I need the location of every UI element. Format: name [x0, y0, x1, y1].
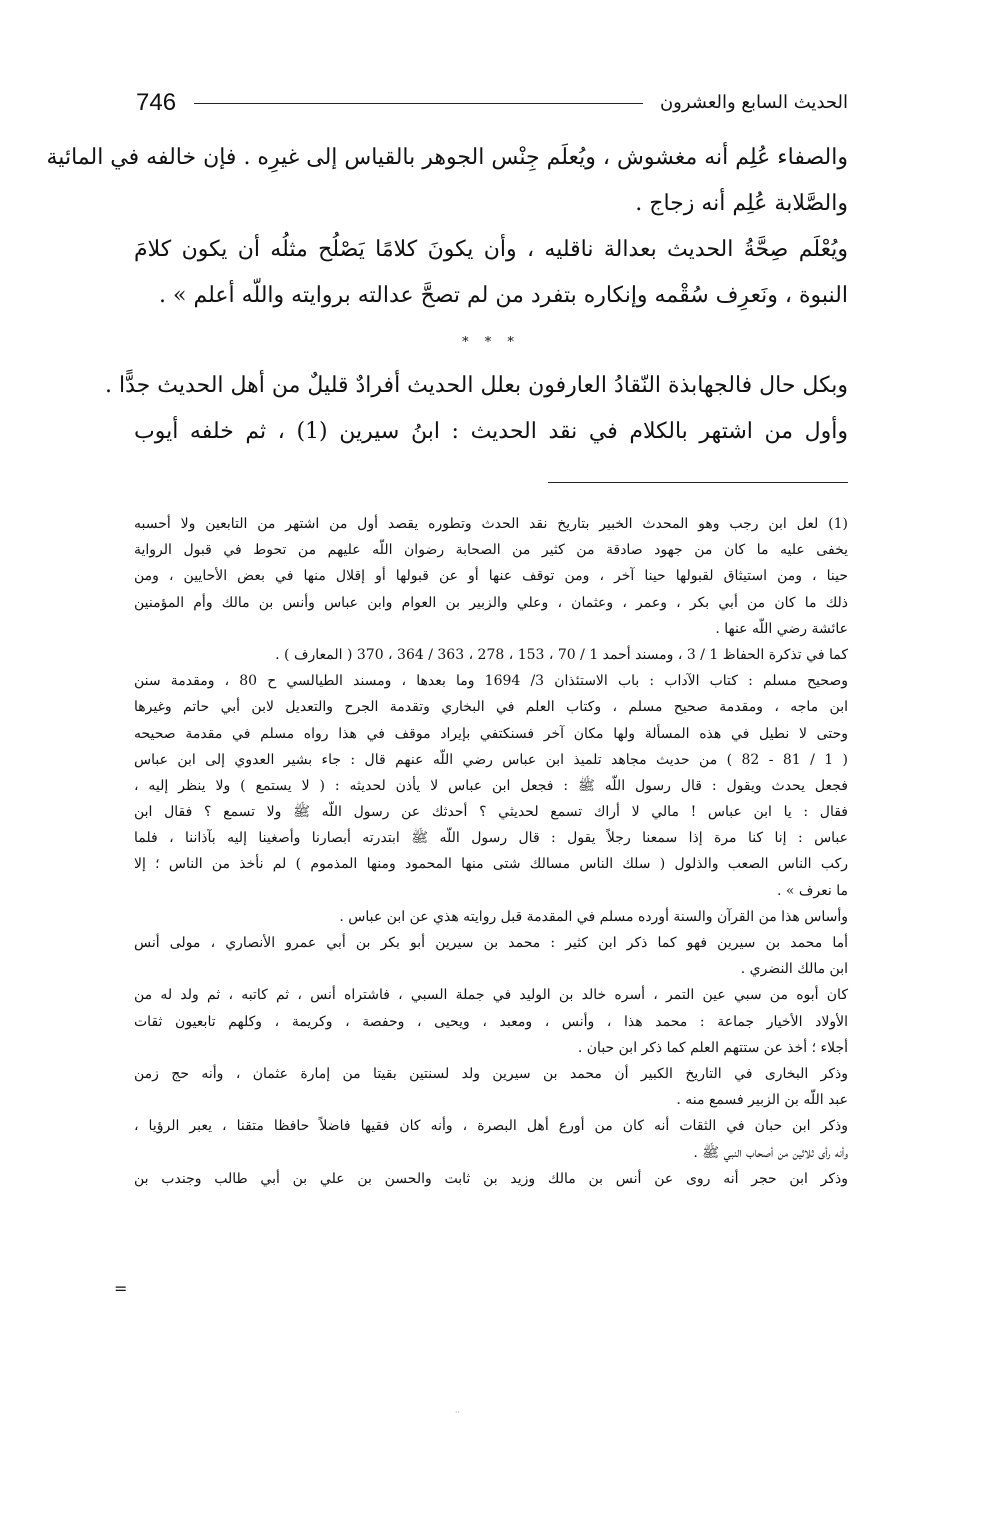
footnote-line: ابن ماجه ، ومقدمة صحيح مسلم ، وكتاب العلم في البخاري وتقدمة الجرح والتعديل لابن أبي حاتم وغيرها — [134, 699, 848, 716]
footnote-line: وأنه رأى ثلاثين من أصحاب النبي ﷺ . — [693, 1144, 848, 1161]
footnote-line: ركب الناس الصعب والذلول ( سلك الناس مسالك شتى منها المحمود ومنها المذموم ) لم نأخذ من الناس ؛ إلا — [134, 856, 848, 873]
footnote-line: ما نعرف » . — [776, 882, 848, 899]
header-rule — [194, 103, 643, 104]
footnote-line: فقال : يا ابن عباس ! مالي لا أراك تسمع لحديثي ؟ أحدثك عن رسول اللّه ﷺ ولا تسمع ؟ فقال ابن — [134, 804, 848, 821]
main-line: النبوة ، ونَعرِف سُقْمه وإنكاره بتفرد من لم تصحَّ عدالته بروايته واللّه أعلم » . — [159, 283, 848, 308]
footnote-line: وأساس هذا من القرآن والسنة أورده مسلم في المقدمة قبل روايته هذي عن ابن عباس . — [339, 908, 848, 925]
footnote-line: أجلاء ؛ أخذ عن ستتهم العلم كما ذكر ابن حبان . — [577, 1039, 848, 1056]
main-line: والصَّلابة عُلِم أنه زجاج . — [635, 191, 848, 216]
footnote-line: فجعل يحدث ويقول : قال رسول اللّه ﷺ : فجعل ابن عباس لا يأذن لحديثه : ( لا يستمع ) ولا ينظر إليه ، — [134, 777, 848, 794]
print-mark: ·· — [455, 1408, 461, 1417]
section-separator: * * * — [462, 335, 520, 350]
main-line: ويُعْلَم صِحَّةُ الحديث بعدالة ناقليه ، وأن يكونَ كلامًا يَصْلُح مثلُه أن يكون كلامَ — [134, 237, 848, 262]
footnote-line: ذلك ما كان من أبي بكر ، وعمر ، وعثمان ، وعلي والزبير بن العوام وابن عباس وأنس بن مالك وأم المؤمنين — [134, 594, 848, 611]
footnote-line: ( 1 / 81 - 82 ) من حديث مجاهد تلميذ ابن عباس رضي اللّه عنهم قال : جاء بشير العدوي إلى ابن عباس — [134, 751, 848, 768]
footnote-line: عائشة رضي اللّه عنها . — [715, 620, 848, 637]
running-title: الحديث السابع والعشرون — [659, 92, 848, 113]
main-text — [46, 140, 848, 460]
footnote-line: عباس : إنا كنا مرة إذا سمعنا رجلاً يقول : قال رسول اللّه ﷺ ابتدرته أبصارنا وأصغينا إليه بآذاننا ، فلما — [134, 830, 848, 847]
footnote-line: كان أبوه من سبي عين التمر ، أسره خالد بن الوليد في جملة السبي ، فاشتراه أنس ، ثم كاتبه ، ثم ولد له من — [134, 987, 848, 1004]
footnote-line: عبد اللّه بن الزبير فسمع منه . — [676, 1092, 848, 1109]
footnote-line: وحتى لا نطيل في هذه المسألة ولها مكان آخر فسنكتفي بإيراد موقف في هذا رواه مسلم في مقدمة صحيحه — [134, 725, 848, 742]
main-line: والصفاء عُلِم أنه مغشوش ، ويُعلَم جِنْس الجوهر بالقياس إلى غيرِه . فإن خالفه في المائية — [46, 145, 848, 170]
footnote-separator — [548, 482, 848, 483]
page-number: 746 — [136, 89, 177, 116]
continuation-mark: = — [114, 1279, 128, 1298]
footnote-line: يخفى عليه ما كان من جهود صادقة من كثير من الصحابة رضوان اللّه عليهم من تحوط في قبول الرواية — [134, 542, 848, 559]
main-line: وبكل حال فالجهابذة النّقادُ العارفون بعلل الحديث أفرادٌ قليلٌ من أهل الحديث جدًّا . — [105, 373, 848, 398]
footnote-line: (1) لعل ابن رجب وهو المحدث الخبير بتاريخ نقد الحدث وتطوره يقصد أول من اشتهر من التابعين ولا أحسبه — [134, 516, 848, 532]
footnote-line: أما محمد بن سيرين فهو كما ذكر ابن كثير : محمد بن سيرين أبو بكر بن أبي عمرو الأنصاري ، مولى أنس — [134, 935, 848, 951]
footnote-line: وذكر ابن حبان في الثقات أنه كان من أورع أهل البصرة ، وأنه كان فقيها فاضلاً حافظا متقنا ، يعبر الرؤيا ، — [134, 1118, 848, 1135]
main-line: وأول من اشتهر بالكلام في نقد الحديث : ابنُ سيرين (1) ، ثم خلفه أيوب — [134, 419, 848, 444]
footnote-line: حينا ، ومن استيثاق لقبولها حينا آخر ، ومن توقف عنها أو عن قبولها أو إقلال منها في بعض الأحايين ، ومن — [134, 568, 848, 585]
footnote-line: كما في تذكرة الحفاظ 1 / 3 ، ومسند أحمد 1 / 70 ، 153 ، 278 ، 363 / 364 ، 370 ( المعارف ) . — [275, 646, 848, 663]
footnotes — [134, 512, 848, 1193]
footnote-line: وصحيح مسلم : كتاب الآداب : باب الاستئذان 3/ 1694 وما بعدها ، ومسند الطيالسي ح 80 ، ومقدمة سنن — [134, 673, 848, 690]
footnote-line: وذكر البخارى في التاريخ الكبير أن محمد بن سيرين ولد لسنتين بقيتا من إمارة عثمان ، وأنه حج زمن — [134, 1065, 848, 1082]
footnote-line: ابن مالك النضري . — [740, 961, 848, 978]
footnote-line: الأولاد الأخيار جماعة : محمد هذا ، وأنس ، ومعبد ، ويحيى ، وحفصة ، وكريمة ، وكلهم تابعيون ثقات — [134, 1013, 848, 1030]
footnote-line: وذكر ابن حجر أنه روى عن أنس بن مالك وزيد بن ثابت والحسن بن علي بن أبي طالب وجندب بن — [134, 1170, 848, 1187]
page-header — [136, 88, 848, 122]
